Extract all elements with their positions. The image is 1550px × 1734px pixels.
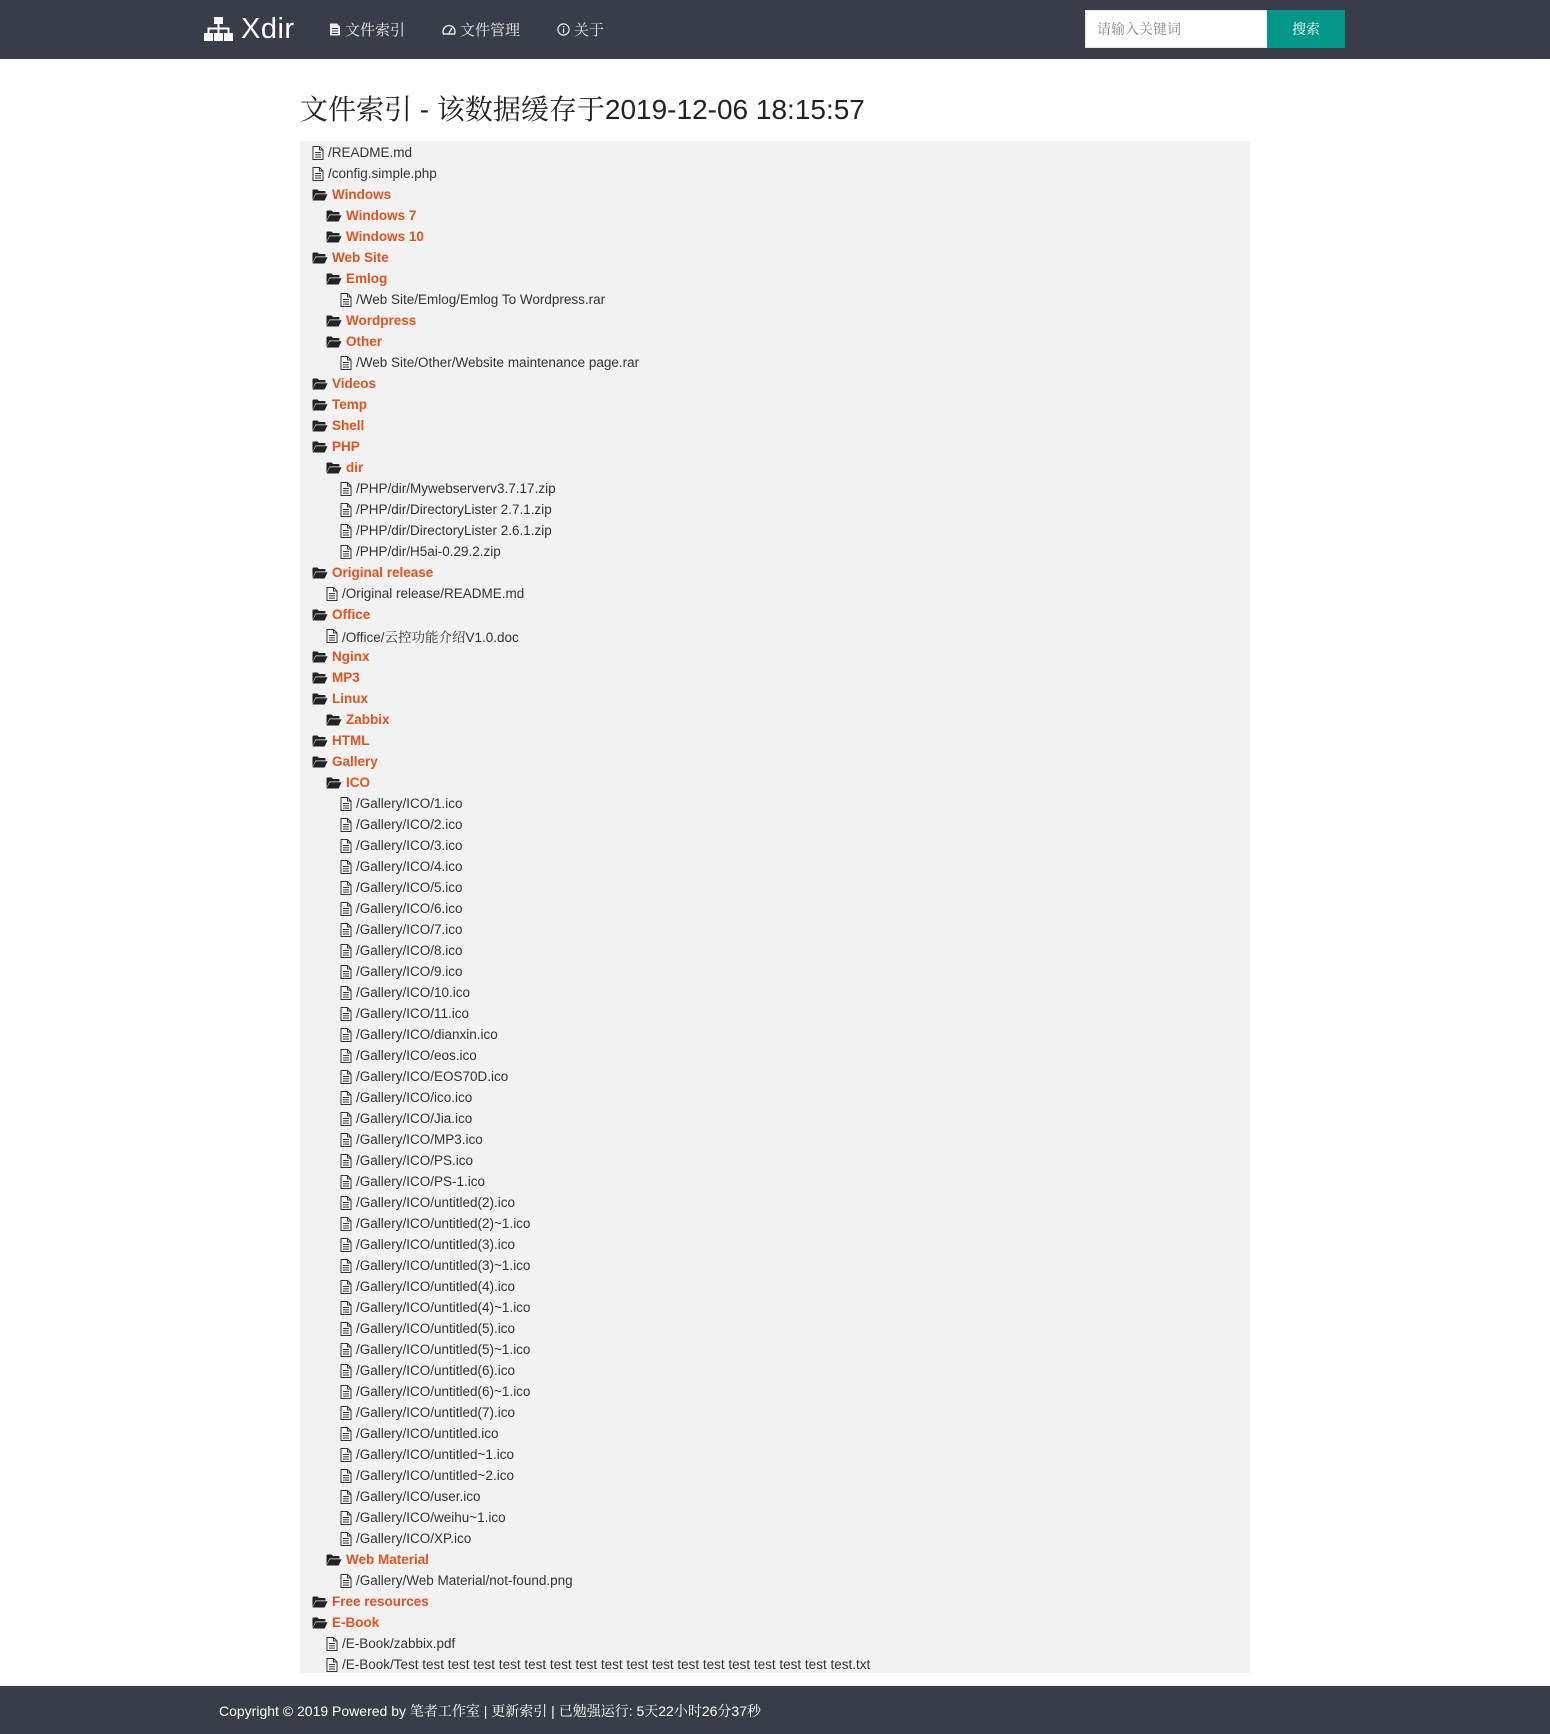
- tree-item-label: /Gallery/Web Material/not-found.png: [356, 1573, 573, 1588]
- tree-file[interactable]: [300, 1402, 1250, 1423]
- tree-item-label: /Gallery/ICO/untitled(6).ico: [356, 1363, 516, 1378]
- tree-item-label: /README.md: [328, 145, 413, 160]
- folder-open-icon: [312, 1617, 328, 1629]
- tree-folder[interactable]: [300, 373, 1250, 394]
- tree-file[interactable]: [300, 1444, 1250, 1465]
- file-text-icon: [340, 1322, 352, 1336]
- folder-open-icon: [312, 441, 328, 453]
- tree-folder[interactable]: [300, 457, 1250, 478]
- tree-item-label: /Gallery/ICO/user.ico: [356, 1489, 481, 1504]
- tree-item-label: Windows: [332, 187, 392, 202]
- file-text-icon: [340, 860, 352, 874]
- nav-item-about[interactable]: [557, 20, 604, 39]
- file-text-icon: [340, 1091, 352, 1105]
- tree-folder[interactable]: [300, 247, 1250, 268]
- tree-item-label: /Gallery/ICO/9.ico: [356, 964, 463, 979]
- file-text-icon: [326, 1637, 338, 1651]
- tree-item-label: Web Site: [332, 250, 389, 265]
- tree-item-label: /Web Site/Other/Website maintenance page.rar: [356, 355, 640, 370]
- tree-folder[interactable]: [300, 604, 1250, 625]
- tree-folder[interactable]: [300, 1549, 1250, 1570]
- tree-item-label: /Web Site/Emlog/Emlog To Wordpress.rar: [356, 292, 606, 307]
- tree-file[interactable]: [300, 520, 1250, 541]
- file-text-icon: [340, 1175, 352, 1189]
- tree-file[interactable]: [300, 1465, 1250, 1486]
- file-text-icon: [326, 629, 338, 643]
- tree-item-label: /PHP/dir/H5ai-0.29.2.zip: [356, 544, 501, 559]
- file-text-icon: [340, 1343, 352, 1357]
- file-text-icon: [329, 23, 341, 36]
- file-text-icon: [340, 1301, 352, 1315]
- tree-item-label: /Gallery/ICO/untitled~2.ico: [356, 1468, 514, 1483]
- folder-open-icon: [312, 420, 328, 432]
- file-tree-panel: [300, 141, 1250, 1673]
- tree-item-label: Office: [332, 607, 371, 622]
- tree-item-label: /Gallery/ICO/PS.ico: [356, 1153, 474, 1168]
- tree-folder[interactable]: [300, 730, 1250, 751]
- tree-file[interactable]: [300, 1570, 1250, 1591]
- tree-file[interactable]: [300, 1213, 1250, 1234]
- tree-item-label: Shell: [332, 418, 365, 433]
- nav-item-label: 文件管理: [460, 22, 521, 39]
- tree-file[interactable]: [300, 1381, 1250, 1402]
- tree-item-label: Nginx: [332, 649, 370, 664]
- file-text-icon: [340, 965, 352, 979]
- footer: [0, 1686, 1550, 1734]
- tree-item-label: /Gallery/ICO/Jia.ico: [356, 1111, 473, 1126]
- tree-item-label: /Gallery/ICO/MP3.ico: [356, 1132, 483, 1147]
- tree-item-label: /Gallery/ICO/weihu~1.ico: [356, 1510, 506, 1525]
- tree-item-label: /Gallery/ICO/6.ico: [356, 901, 463, 916]
- tree-folder[interactable]: [300, 415, 1250, 436]
- tree-file[interactable]: [300, 499, 1250, 520]
- folder-open-icon: [326, 315, 342, 327]
- tree-item-label: /config.simple.php: [328, 166, 437, 181]
- file-tree: [300, 141, 1250, 1675]
- file-text-icon: [340, 1469, 352, 1483]
- tree-folder[interactable]: [300, 205, 1250, 226]
- tree-file[interactable]: [300, 1108, 1250, 1129]
- folder-open-icon: [312, 567, 328, 579]
- brand-name: Xdir: [241, 12, 295, 45]
- tree-file[interactable]: [300, 814, 1250, 835]
- tree-file[interactable]: [300, 583, 1250, 604]
- folder-open-icon: [326, 777, 342, 789]
- tree-file[interactable]: [300, 898, 1250, 919]
- tree-file[interactable]: [300, 1192, 1250, 1213]
- tree-item-label: /Gallery/ICO/untitled(6)~1.ico: [356, 1384, 531, 1399]
- tree-file[interactable]: [300, 1003, 1250, 1024]
- file-text-icon: [340, 881, 352, 895]
- tree-folder[interactable]: [300, 667, 1250, 688]
- folder-open-icon: [312, 693, 328, 705]
- tree-file[interactable]: [300, 982, 1250, 1003]
- tree-file[interactable]: [300, 1633, 1250, 1654]
- tree-folder[interactable]: [300, 646, 1250, 667]
- folder-open-icon: [312, 735, 328, 747]
- folder-open-icon: [312, 1596, 328, 1608]
- tree-item-label: PHP: [332, 439, 360, 454]
- tree-folder[interactable]: [300, 1612, 1250, 1633]
- nav-item-file-index[interactable]: [329, 20, 405, 39]
- file-text-icon: [340, 1259, 352, 1273]
- search-input[interactable]: [1085, 10, 1267, 48]
- file-text-icon: [340, 797, 352, 811]
- tree-file[interactable]: [300, 1024, 1250, 1045]
- tree-folder[interactable]: [300, 709, 1250, 730]
- tree-item-label: /Gallery/ICO/dianxin.ico: [356, 1027, 498, 1042]
- folder-open-icon: [312, 609, 328, 621]
- tree-item-label: /Gallery/ICO/10.ico: [356, 985, 471, 1000]
- tree-folder[interactable]: [300, 751, 1250, 772]
- tree-folder[interactable]: [300, 772, 1250, 793]
- tree-item-label: /Gallery/ICO/untitled(5).ico: [356, 1321, 516, 1336]
- search-button[interactable]: 搜索: [1267, 10, 1345, 48]
- folder-open-icon: [326, 1554, 342, 1566]
- tree-item-label: /Gallery/ICO/2.ico: [356, 817, 463, 832]
- tree-file[interactable]: [300, 1318, 1250, 1339]
- tree-item-label: /Gallery/ICO/11.ico: [356, 1006, 470, 1021]
- tree-file[interactable]: [300, 289, 1250, 310]
- tree-item-label: dir: [346, 460, 364, 475]
- tree-file[interactable]: [300, 856, 1250, 877]
- tree-item-label: Linux: [332, 691, 368, 706]
- tree-file[interactable]: [300, 793, 1250, 814]
- tree-item-label: /Gallery/ICO/eos.ico: [356, 1048, 477, 1063]
- file-text-icon: [340, 503, 352, 517]
- tree-item-label: /Gallery/ICO/untitled(5)~1.ico: [356, 1342, 531, 1357]
- brand-logo[interactable]: [204, 11, 295, 47]
- file-text-icon: [340, 293, 352, 307]
- tree-file[interactable]: [300, 541, 1250, 562]
- file-text-icon: [326, 1658, 338, 1672]
- tree-file[interactable]: [300, 835, 1250, 856]
- file-text-icon: [340, 1217, 352, 1231]
- file-text-icon: [340, 923, 352, 937]
- file-text-icon: [340, 1112, 352, 1126]
- page-title: 文件索引 - 该数据缓存于2019-12-06 18:15:57: [300, 94, 865, 125]
- tree-item-label: /Gallery/ICO/untitled.ico: [356, 1426, 499, 1441]
- folder-open-icon: [326, 462, 342, 474]
- folder-open-icon: [312, 672, 328, 684]
- tree-item-label: /E-Book/Test test test test test test test test test test test test test test test test test test.txt: [342, 1657, 871, 1672]
- tree-item-label: /Gallery/ICO/EOS70D.ico: [356, 1069, 509, 1084]
- file-text-icon: [340, 1406, 352, 1420]
- tree-folder[interactable]: [300, 562, 1250, 583]
- tree-folder[interactable]: [300, 268, 1250, 289]
- file-text-icon: [340, 1028, 352, 1042]
- tree-file[interactable]: [300, 961, 1250, 982]
- file-text-icon: [326, 587, 338, 601]
- tree-item-label: ICO: [346, 775, 371, 790]
- tree-item-label: /Gallery/ICO/7.ico: [356, 922, 463, 937]
- tree-item-label: Emlog: [346, 271, 388, 286]
- tree-file[interactable]: [300, 1255, 1250, 1276]
- file-text-icon: [340, 839, 352, 853]
- file-text-icon: [340, 545, 352, 559]
- tree-folder[interactable]: [300, 1591, 1250, 1612]
- folder-open-icon: [312, 189, 328, 201]
- tree-file[interactable]: [300, 919, 1250, 940]
- tree-file[interactable]: [300, 1276, 1250, 1297]
- folder-open-icon: [312, 252, 328, 264]
- tree-item-label: /Gallery/ICO/untitled~1.ico: [356, 1447, 514, 1462]
- file-text-icon: [340, 1280, 352, 1294]
- tree-item-label: Web Material: [346, 1552, 430, 1567]
- tree-file[interactable]: [300, 1339, 1250, 1360]
- file-text-icon: [340, 1490, 352, 1504]
- file-text-icon: [340, 1532, 352, 1546]
- tree-file[interactable]: [300, 478, 1250, 499]
- nav-item-label: 关于: [574, 22, 605, 39]
- tree-item-label: /PHP/dir/Mywebserverv3.7.17.zip: [356, 481, 556, 496]
- file-text-icon: [340, 902, 352, 916]
- tree-folder[interactable]: [300, 688, 1250, 709]
- tree-item-label: Wordpress: [346, 313, 417, 328]
- nav-item-file-manage[interactable]: [442, 20, 520, 39]
- tree-item-label: /Gallery/ICO/untitled(4)~1.ico: [356, 1300, 531, 1315]
- tree-item-label: Original release: [332, 565, 434, 580]
- file-text-icon: [340, 1364, 352, 1378]
- file-text-icon: [312, 167, 324, 181]
- tree-file[interactable]: [300, 625, 1250, 646]
- sitemap-icon: [204, 17, 233, 42]
- tree-item-label: /Gallery/ICO/4.ico: [356, 859, 463, 874]
- tree-item-label: Windows 7: [346, 208, 417, 223]
- tree-item-label: /Gallery/ICO/5.ico: [356, 880, 463, 895]
- tree-file[interactable]: [300, 1066, 1250, 1087]
- file-text-icon: [340, 1511, 352, 1525]
- tree-item-label: /PHP/dir/DirectoryLister 2.6.1.zip: [356, 523, 552, 538]
- tree-item-label: /Gallery/ICO/untitled(4).ico: [356, 1279, 516, 1294]
- folder-open-icon: [312, 378, 328, 390]
- tree-item-label: Free resources: [332, 1594, 429, 1609]
- tree-item-label: /Gallery/ICO/untitled(3).ico: [356, 1237, 516, 1252]
- tree-file[interactable]: [300, 1171, 1250, 1192]
- tree-file[interactable]: [300, 1129, 1250, 1150]
- folder-open-icon: [312, 651, 328, 663]
- tree-item-label: /PHP/dir/DirectoryLister 2.7.1.zip: [356, 502, 552, 517]
- tree-folder[interactable]: [300, 226, 1250, 247]
- tree-file[interactable]: [300, 163, 1250, 184]
- file-text-icon: [340, 1238, 352, 1252]
- folder-open-icon: [326, 210, 342, 222]
- tree-item-label: /Gallery/ICO/untitled(3)~1.ico: [356, 1258, 531, 1273]
- tree-file[interactable]: [300, 877, 1250, 898]
- tree-file[interactable]: [300, 1486, 1250, 1507]
- file-text-icon: [340, 1448, 352, 1462]
- file-text-icon: [340, 356, 352, 370]
- tree-file[interactable]: [300, 1234, 1250, 1255]
- tree-file[interactable]: [300, 1360, 1250, 1381]
- tree-item-label: Gallery: [332, 754, 378, 769]
- tree-item-label: /Gallery/ICO/1.ico: [356, 796, 463, 811]
- tree-item-label: Videos: [332, 376, 377, 391]
- tree-file[interactable]: [300, 352, 1250, 373]
- file-text-icon: [312, 146, 324, 160]
- tree-item-label: Windows 10: [346, 229, 424, 244]
- tree-item-label: /Gallery/ICO/ico.ico: [356, 1090, 473, 1105]
- tree-folder[interactable]: [300, 331, 1250, 352]
- file-text-icon: [340, 1427, 352, 1441]
- file-text-icon: [340, 524, 352, 538]
- file-text-icon: [340, 1385, 352, 1399]
- tree-item-label: /Office/云控功能介绍V1.0.doc: [342, 629, 519, 645]
- folder-open-icon: [326, 714, 342, 726]
- tree-item-label: Zabbix: [346, 712, 390, 727]
- tree-item-label: /Gallery/ICO/untitled(7).ico: [356, 1405, 516, 1420]
- file-text-icon: [340, 1049, 352, 1063]
- tree-file[interactable]: [300, 1297, 1250, 1318]
- tree-item-label: /Gallery/ICO/8.ico: [356, 943, 463, 958]
- file-text-icon: [340, 1196, 352, 1210]
- tree-item-label: /Gallery/ICO/PS-1.ico: [356, 1174, 486, 1189]
- tree-item-label: /Original release/README.md: [342, 586, 525, 601]
- tree-file[interactable]: [300, 1087, 1250, 1108]
- tree-file[interactable]: [300, 1654, 1250, 1675]
- tree-item-label: E-Book: [332, 1615, 380, 1630]
- nav-item-label: 文件索引: [345, 22, 406, 39]
- folder-open-icon: [312, 756, 328, 768]
- folder-open-icon: [312, 399, 328, 411]
- top-navbar: [0, 0, 1550, 59]
- info-circle-icon: [557, 23, 570, 36]
- file-text-icon: [340, 818, 352, 832]
- tree-folder[interactable]: [300, 436, 1250, 457]
- dashboard-icon: [442, 23, 456, 36]
- file-text-icon: [340, 944, 352, 958]
- folder-open-icon: [326, 273, 342, 285]
- tree-file[interactable]: [300, 1423, 1250, 1444]
- file-text-icon: [340, 482, 352, 496]
- tree-file[interactable]: [300, 1507, 1250, 1528]
- tree-item-label: Temp: [332, 397, 368, 412]
- tree-item-label: /Gallery/ICO/untitled(2)~1.ico: [356, 1216, 531, 1231]
- tree-folder[interactable]: [300, 184, 1250, 205]
- file-text-icon: [340, 1070, 352, 1084]
- tree-item-label: HTML: [332, 733, 370, 748]
- file-text-icon: [340, 1154, 352, 1168]
- tree-folder[interactable]: [300, 394, 1250, 415]
- file-text-icon: [340, 1007, 352, 1021]
- tree-file[interactable]: [300, 1045, 1250, 1066]
- tree-file[interactable]: [300, 1528, 1250, 1549]
- tree-item-label: /Gallery/ICO/3.ico: [356, 838, 463, 853]
- footer-text: Copyright © 2019 Powered by 笔者工作室 | 更新索引 | 已勉强运行: 5天22小时26分37秒: [219, 1703, 761, 1719]
- tree-item-label: MP3: [332, 670, 360, 685]
- folder-open-icon: [326, 231, 342, 243]
- tree-item-label: /Gallery/ICO/XP.ico: [356, 1531, 472, 1546]
- tree-file[interactable]: [300, 142, 1250, 163]
- tree-file[interactable]: [300, 940, 1250, 961]
- folder-open-icon: [326, 336, 342, 348]
- tree-folder[interactable]: [300, 310, 1250, 331]
- file-text-icon: [340, 1574, 352, 1588]
- tree-item-label: Other: [346, 334, 383, 349]
- tree-file[interactable]: [300, 1150, 1250, 1171]
- tree-item-label: /Gallery/ICO/untitled(2).ico: [356, 1195, 516, 1210]
- file-text-icon: [340, 1133, 352, 1147]
- file-text-icon: [340, 986, 352, 1000]
- tree-item-label: /E-Book/zabbix.pdf: [342, 1636, 456, 1651]
